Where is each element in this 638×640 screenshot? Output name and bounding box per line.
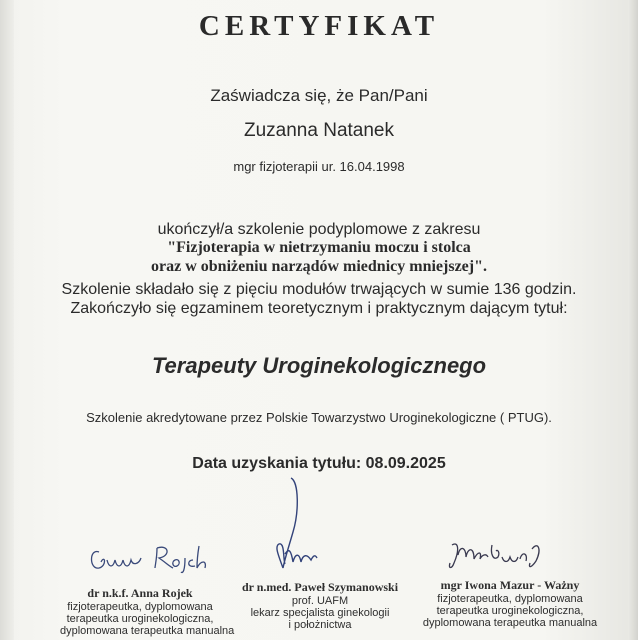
course-intro: ukończył/a szkolenie podyplomowe z zakresu <box>157 221 481 238</box>
signatory-role-line: fizjoterapeutka, dyplomowana <box>437 593 583 605</box>
signatory-role-line: lekarz specjalista ginekologii <box>250 607 390 619</box>
course-title-line-2: oraz w obniżeniu narządów miednicy mniejszej". <box>151 258 487 275</box>
signature-anna-rojek <box>85 540 215 575</box>
course-duration: Szkolenie składało się z pięciu modułów trwających w sumie 136 godzin. <box>61 281 577 298</box>
certificate-title: CERTYFIKAT <box>198 10 440 42</box>
signatory-role-line: i położnictwa <box>288 619 352 631</box>
accreditation-note: Szkolenie akredytowane przez Polskie Towarzystwo Uroginekologiczne ( PTUG). <box>86 410 552 425</box>
signatory-role-line: prof. UAFM <box>291 595 349 607</box>
recipient-degree: mgr fizjoterapii ur. 16.04.1998 <box>233 159 405 174</box>
signatory-role-line: terapeutka uroginekologiczna, <box>436 605 584 617</box>
signatory-role-line: terapeutka uroginekologiczna, <box>66 613 214 625</box>
signatory-role-line: fizjoterapeutka, dyplomowana <box>67 601 213 613</box>
signatory-block-2 <box>230 580 410 631</box>
course-exam: Zakończyło się egzaminem teoretycznym i praktycznym dającym tytuł: <box>70 300 568 317</box>
recipient-name: Zuzanna Natanek <box>244 120 394 141</box>
award-date: Data uzyskania tytułu: 08.09.2025 <box>192 455 446 472</box>
signature-pawel-szymanowski <box>255 472 335 582</box>
attest-line: Zaświadcza się, że Pan/Pani <box>210 86 428 105</box>
signatory-name: dr n.med. Paweł Szymanowski <box>241 580 399 594</box>
signatory-role-line: dyplomowana terapeutka manualna <box>422 617 598 629</box>
course-title-line-1: "Fizjoterapia w nietrzymaniu moczu i stolca <box>167 239 471 256</box>
signatory-block-1 <box>60 586 235 637</box>
signature-iwona-mazur-wazny <box>442 535 552 580</box>
signatory-block-3 <box>420 578 600 629</box>
signatory-name: mgr Iwona Mazur - Ważny <box>440 578 580 592</box>
signatory-name: dr n.k.f. Anna Rojek <box>87 586 193 600</box>
signatory-role-line: dyplomowana terapeutka manualna <box>60 625 235 637</box>
qualification-title: Terapeuty Uroginekologicznego <box>151 353 487 378</box>
